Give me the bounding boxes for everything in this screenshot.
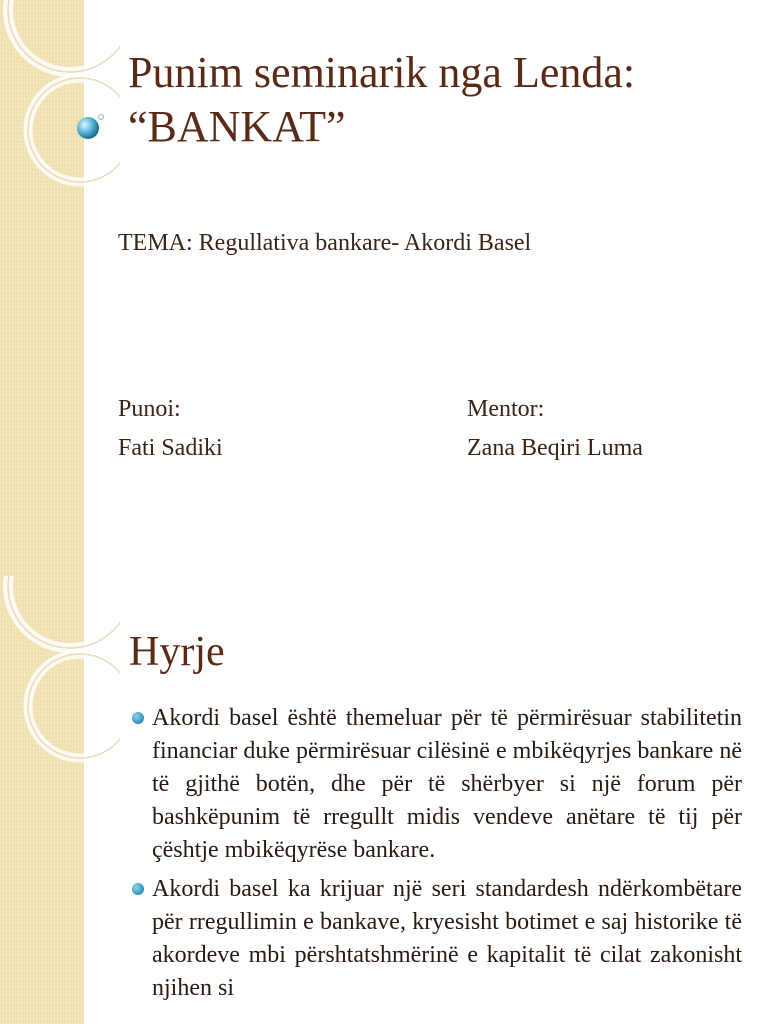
bullet-item [132,873,742,1005]
mentor-label: Mentor: [467,396,545,422]
mentor-block [467,390,643,468]
intro-slide [0,576,768,1024]
slide-title [128,46,635,154]
bullet-text: Akordi basel është themeluar për të përmirësuar stabilitetin financiar duke përmirësuar cilësinë e mbikëqyrjes bankare në të gjithë botën, dhe për të shërbyer si një forum për bashkëpunim të rregullt midis vendeve anëtare të tij për çështje mbikëqyrëse bankare. [152,705,742,863]
punoi-label: Punoi: [118,396,181,422]
author-name: Fati Sadiki [118,435,223,461]
bullet-icon [132,883,144,895]
bullet-list [132,702,742,1011]
title-line-2: “BANKAT” [128,102,346,151]
bullet-text: Akordi basel ka krijuar një seri standardesh ndërkombëtare për rregullimin e bankave, kryesisht botimet e saj historike të akordeve mbi përshtatshmërinë e kapitalit të cilat zakonisht njihen si [152,876,742,1001]
decorative-circles [0,0,120,200]
slide-heading: Hyrje [129,629,225,675]
mentor-name: Zana Beqiri Luma [467,435,643,461]
topic-line: TEMA: Regullativa bankare- Akordi Basel [118,230,532,256]
author-block [118,390,223,468]
decorative-circles [0,576,120,776]
blue-sphere-icon [75,112,109,146]
bullet-icon [132,712,144,724]
title-line-1: Punim seminarik nga Lenda: [128,48,636,97]
bullet-item [132,702,742,867]
